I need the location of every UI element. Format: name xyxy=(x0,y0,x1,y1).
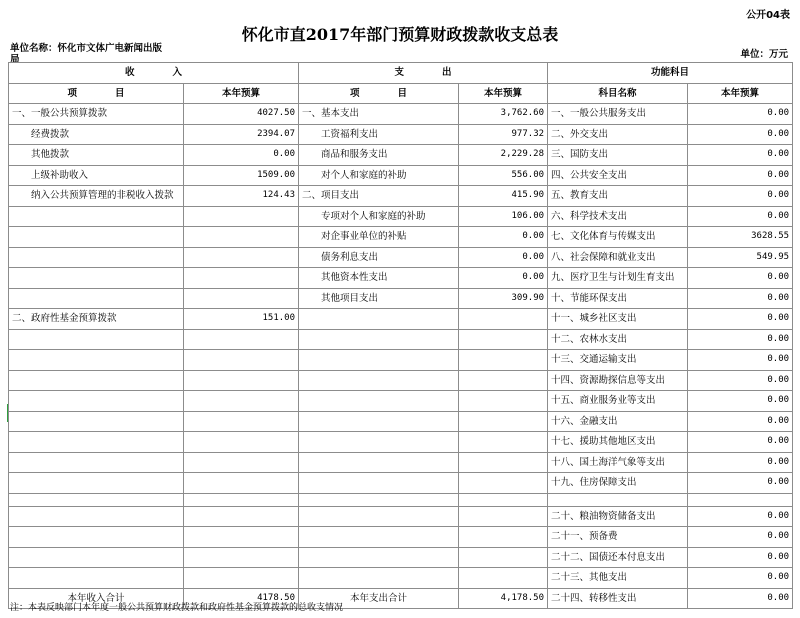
table-row xyxy=(9,247,793,268)
cell-subject-name: 六、科学技术支出 xyxy=(548,206,688,227)
unit-name-line1: 单位名称：怀化市文体广电新闻出版 xyxy=(10,43,163,54)
income-group-header: 收 入 xyxy=(9,63,299,84)
cell-income-item xyxy=(9,370,184,391)
cell-subject-name: 十二、农林水支出 xyxy=(548,329,688,350)
cell-income-budget xyxy=(184,350,299,371)
cell-expense-budget xyxy=(459,473,548,494)
cell-subject-budget: 0.00 xyxy=(688,452,793,473)
cell-subject-name: 九、医疗卫生与计划生育支出 xyxy=(548,268,688,289)
cell-expense-budget: 2,229.28 xyxy=(459,145,548,166)
cell-expense-budget xyxy=(459,432,548,453)
cell-income-item xyxy=(9,411,184,432)
cell-expense-item xyxy=(299,568,459,589)
cell-expense-item: 对个人和家庭的补助 xyxy=(299,165,459,186)
table-row xyxy=(9,206,793,227)
cell-income-item xyxy=(9,506,184,527)
cell-expense-budget xyxy=(459,350,548,371)
cell-income-item xyxy=(9,391,184,412)
footnote: 注：本表反映部门本年度一般公共预算财政拨款和政府性基金预算拨款的总收支情况 xyxy=(10,603,344,613)
cell-income-item xyxy=(9,473,184,494)
cell-income-budget: 2394.07 xyxy=(184,124,299,145)
cell-subject-name: 二十、粮油物资储备支出 xyxy=(548,506,688,527)
cell-expense-item xyxy=(299,506,459,527)
table-row xyxy=(9,227,793,248)
spacer-row xyxy=(9,493,793,506)
cell-income-budget: 4178.50 xyxy=(184,588,299,609)
cell-expense-item xyxy=(299,309,459,330)
cell-income-item xyxy=(9,268,184,289)
cell-income-item xyxy=(9,452,184,473)
cell-income-budget xyxy=(184,411,299,432)
cell-expense-budget xyxy=(459,411,548,432)
table-row xyxy=(9,350,793,371)
cell-subject-name: 十一、城乡社区支出 xyxy=(548,309,688,330)
spacer-cell xyxy=(184,493,299,506)
cell-expense-item: 专项对个人和家庭的补助 xyxy=(299,206,459,227)
cell-expense-item: 其他资本性支出 xyxy=(299,268,459,289)
cell-subject-budget: 0.00 xyxy=(688,527,793,548)
cell-subject-budget: 0.00 xyxy=(688,145,793,166)
cell-income-budget: 124.43 xyxy=(184,186,299,207)
cell-subject-name: 二、外交支出 xyxy=(548,124,688,145)
cell-income-budget xyxy=(184,547,299,568)
col-header-expense-budget: 本年预算 xyxy=(459,83,548,104)
cell-income-item xyxy=(9,547,184,568)
table-row xyxy=(9,527,793,548)
cell-subject-budget: 0.00 xyxy=(688,506,793,527)
cell-income-item xyxy=(9,568,184,589)
col-header-income-item: 项 目 xyxy=(9,83,184,104)
col-header-subject-budget: 本年预算 xyxy=(688,83,793,104)
cell-expense-budget: 4,178.50 xyxy=(459,588,548,609)
cell-subject-name: 二十三、其他支出 xyxy=(548,568,688,589)
cell-expense-item: 本年支出合计 xyxy=(299,588,459,609)
table-row xyxy=(9,268,793,289)
cell-expense-item: 债务利息支出 xyxy=(299,247,459,268)
table-row xyxy=(9,104,793,125)
cell-subject-budget: 0.00 xyxy=(688,568,793,589)
table-row xyxy=(9,288,793,309)
cell-income-budget xyxy=(184,506,299,527)
cell-subject-budget: 0.00 xyxy=(688,124,793,145)
cell-income-item: 本年收入合计 xyxy=(9,588,184,609)
cell-subject-budget: 0.00 xyxy=(688,411,793,432)
cell-income-budget xyxy=(184,268,299,289)
cell-income-budget: 1509.00 xyxy=(184,165,299,186)
cell-expense-item: 一、基本支出 xyxy=(299,104,459,125)
group-header-row xyxy=(9,63,793,84)
cell-expense-budget xyxy=(459,329,548,350)
cell-expense-budget: 0.00 xyxy=(459,268,548,289)
cell-expense-item: 对企事业单位的补贴 xyxy=(299,227,459,248)
cell-expense-item xyxy=(299,547,459,568)
col-header-subject-name: 科目名称 xyxy=(548,83,688,104)
spacer-cell xyxy=(459,493,548,506)
cell-subject-budget: 0.00 xyxy=(688,432,793,453)
cell-income-item xyxy=(9,432,184,453)
cell-income-budget xyxy=(184,288,299,309)
table-row xyxy=(9,165,793,186)
spacer-cell xyxy=(688,493,793,506)
cell-subject-budget: 0.00 xyxy=(688,350,793,371)
cell-expense-item: 二、项目支出 xyxy=(299,186,459,207)
cell-subject-name: 四、公共安全支出 xyxy=(548,165,688,186)
col-header-income-budget: 本年预算 xyxy=(184,83,299,104)
cell-expense-item xyxy=(299,411,459,432)
cell-income-item xyxy=(9,247,184,268)
cell-expense-budget: 0.00 xyxy=(459,247,548,268)
cell-income-budget xyxy=(184,568,299,589)
cell-subject-name: 二十一、预备费 xyxy=(548,527,688,548)
cell-expense-budget xyxy=(459,506,548,527)
cell-income-item xyxy=(9,288,184,309)
cell-expense-budget: 3,762.60 xyxy=(459,104,548,125)
cell-income-item xyxy=(9,350,184,371)
cell-subject-name: 十七、援助其他地区支出 xyxy=(548,432,688,453)
cell-income-budget xyxy=(184,370,299,391)
cell-subject-name: 一、一般公共服务支出 xyxy=(548,104,688,125)
cell-expense-budget: 977.32 xyxy=(459,124,548,145)
cell-subject-budget: 3628.55 xyxy=(688,227,793,248)
cell-subject-budget: 0.00 xyxy=(688,588,793,609)
cell-subject-budget: 0.00 xyxy=(688,309,793,330)
col-header-expense-item: 项 目 xyxy=(299,83,459,104)
cell-subject-name: 二十四、转移性支出 xyxy=(548,588,688,609)
table-row xyxy=(9,370,793,391)
table-row xyxy=(9,473,793,494)
cell-expense-item xyxy=(299,527,459,548)
table-row xyxy=(9,186,793,207)
cell-subject-name: 十九、住房保障支出 xyxy=(548,473,688,494)
table-row xyxy=(9,309,793,330)
cell-income-item xyxy=(9,527,184,548)
cell-expense-budget xyxy=(459,309,548,330)
table-row xyxy=(9,432,793,453)
cell-subject-name: 三、国防支出 xyxy=(548,145,688,166)
cell-income-budget: 151.00 xyxy=(184,309,299,330)
cell-expense-item xyxy=(299,473,459,494)
cell-income-item xyxy=(9,227,184,248)
table-row xyxy=(9,124,793,145)
cell-subject-budget: 0.00 xyxy=(688,186,793,207)
cell-expense-item xyxy=(299,391,459,412)
function-group-header: 功能科目 xyxy=(548,63,793,84)
cell-subject-name: 八、社会保障和就业支出 xyxy=(548,247,688,268)
cell-expense-item: 工资福利支出 xyxy=(299,124,459,145)
cell-income-item: 纳入公共预算管理的非税收入拨款 xyxy=(9,186,184,207)
cell-expense-budget: 415.90 xyxy=(459,186,548,207)
sub-header-row xyxy=(9,83,793,104)
cell-expense-item xyxy=(299,370,459,391)
cell-expense-budget xyxy=(459,391,548,412)
cell-income-budget xyxy=(184,391,299,412)
unit-name-line2: 局 xyxy=(10,54,20,65)
cell-expense-budget xyxy=(459,370,548,391)
spacer-cell xyxy=(548,493,688,506)
cell-income-budget xyxy=(184,329,299,350)
cell-income-budget xyxy=(184,527,299,548)
cell-income-budget xyxy=(184,432,299,453)
cell-income-budget xyxy=(184,247,299,268)
cell-expense-budget xyxy=(459,547,548,568)
cell-expense-budget xyxy=(459,452,548,473)
cell-expense-budget: 309.90 xyxy=(459,288,548,309)
cell-expense-budget: 0.00 xyxy=(459,227,548,248)
cell-expense-budget xyxy=(459,527,548,548)
cell-subject-name: 十五、商业服务业等支出 xyxy=(548,391,688,412)
cell-expense-item xyxy=(299,452,459,473)
spacer-cell xyxy=(9,493,184,506)
table-row xyxy=(9,411,793,432)
cell-expense-item xyxy=(299,432,459,453)
cell-expense-item xyxy=(299,329,459,350)
table-row xyxy=(9,329,793,350)
expense-group-header: 支 出 xyxy=(299,63,548,84)
cell-subject-budget: 0.00 xyxy=(688,165,793,186)
cell-income-budget: 4027.50 xyxy=(184,104,299,125)
cell-income-item: 其他拨款 xyxy=(9,145,184,166)
cell-subject-name: 五、教育支出 xyxy=(548,186,688,207)
cell-subject-name: 十、节能环保支出 xyxy=(548,288,688,309)
cell-expense-budget: 556.00 xyxy=(459,165,548,186)
cell-subject-name: 七、文化体育与传媒支出 xyxy=(548,227,688,248)
table-row xyxy=(9,547,793,568)
table-row xyxy=(9,391,793,412)
table-row xyxy=(9,145,793,166)
cell-subject-name: 十八、国土海洋气象等支出 xyxy=(548,452,688,473)
table-code: 公开04表 xyxy=(746,10,790,21)
cell-subject-budget: 0.00 xyxy=(688,104,793,125)
cell-income-budget xyxy=(184,452,299,473)
cell-subject-budget: 0.00 xyxy=(688,547,793,568)
unit-label: 单位：万元 xyxy=(740,49,788,60)
budget-table xyxy=(8,62,793,609)
cell-subject-budget: 0.00 xyxy=(688,206,793,227)
cell-expense-budget xyxy=(459,568,548,589)
cell-subject-name: 十四、资源勘探信息等支出 xyxy=(548,370,688,391)
cell-income-item: 一、一般公共预算拨款 xyxy=(9,104,184,125)
cell-expense-item: 商品和服务支出 xyxy=(299,145,459,166)
table-row xyxy=(9,506,793,527)
cell-income-item: 二、政府性基金预算拨款 xyxy=(9,309,184,330)
cell-subject-name: 二十二、国债还本付息支出 xyxy=(548,547,688,568)
cell-income-item: 经费拨款 xyxy=(9,124,184,145)
cell-income-item: 上级补助收入 xyxy=(9,165,184,186)
cell-income-budget: 0.00 xyxy=(184,145,299,166)
cell-subject-budget: 0.00 xyxy=(688,391,793,412)
page-title: 怀化市直2017年部门预算财政拨款收支总表 xyxy=(241,25,559,44)
cell-subject-name: 十六、金融支出 xyxy=(548,411,688,432)
table-row xyxy=(9,452,793,473)
spacer-cell xyxy=(299,493,459,506)
cell-subject-budget: 0.00 xyxy=(688,288,793,309)
cell-subject-name: 十三、交通运输支出 xyxy=(548,350,688,371)
cell-income-item xyxy=(9,329,184,350)
cell-subject-budget: 0.00 xyxy=(688,329,793,350)
table-row xyxy=(9,568,793,589)
cell-subject-budget: 0.00 xyxy=(688,370,793,391)
cell-expense-item: 其他项目支出 xyxy=(299,288,459,309)
cell-expense-budget: 106.00 xyxy=(459,206,548,227)
cell-expense-item xyxy=(299,350,459,371)
cell-income-budget xyxy=(184,473,299,494)
cell-income-item xyxy=(9,206,184,227)
cell-subject-budget: 0.00 xyxy=(688,473,793,494)
cell-subject-budget: 549.95 xyxy=(688,247,793,268)
cell-income-budget xyxy=(184,206,299,227)
cell-income-budget xyxy=(184,227,299,248)
cell-subject-budget: 0.00 xyxy=(688,268,793,289)
